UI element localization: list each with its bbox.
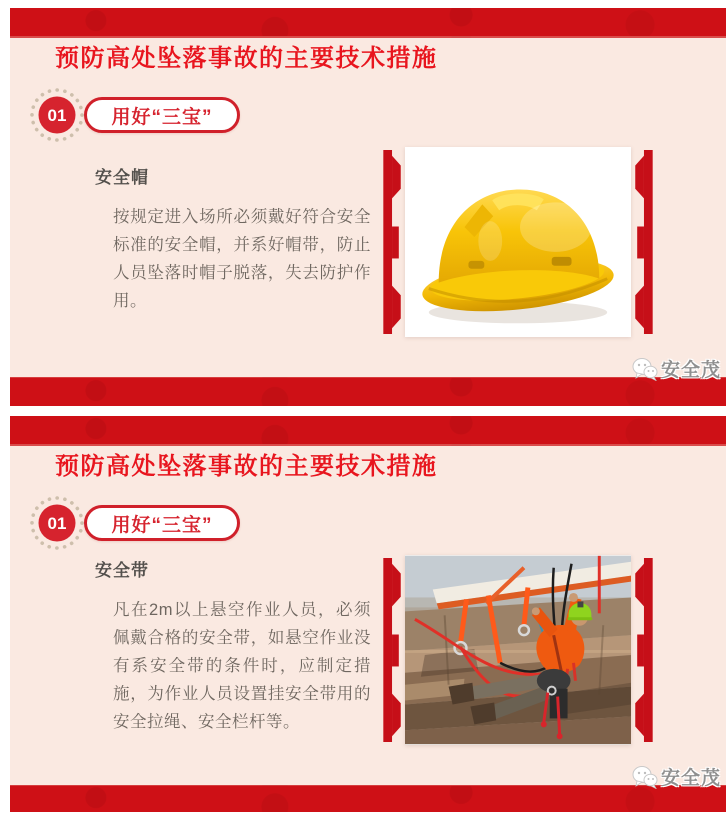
slide-bottom-banner	[10, 377, 726, 406]
content-heading: 安全帽	[95, 168, 149, 187]
wechat-logo-icon	[632, 357, 658, 381]
watermark-label: 安全茂	[660, 360, 721, 381]
step-number: 01	[47, 514, 67, 533]
content-text-block	[95, 163, 401, 315]
slide-title: 预防高处坠落事故的主要技术措施	[55, 453, 438, 480]
slide-safety-harness	[10, 416, 726, 812]
slide-top-banner	[10, 416, 726, 446]
step-row	[28, 86, 240, 144]
frame-bracket-left-icon	[383, 558, 403, 742]
step-number-badge	[28, 86, 86, 144]
harness-worker-illustration	[405, 555, 631, 745]
frame-bracket-right-icon	[633, 150, 653, 334]
photo-area	[383, 147, 653, 337]
step-label: 用好“三宝”	[111, 106, 213, 128]
content-body: 凡在2m以上悬空作业人员，必须佩戴合格的安全带，如悬空作业没有系安全带的条件时，应制定措施，为作业人员设置挂安全带用的安全拉绳、安全栏杆等。	[113, 601, 371, 731]
frame-bracket-left-icon	[383, 150, 403, 334]
hard-hat-photo	[405, 147, 631, 337]
step-label-pill	[84, 97, 240, 133]
step-label: 用好“三宝”	[111, 514, 213, 536]
content-body: 按规定进入场所必须戴好符合安全标准的安全帽，并系好帽带，防止人员坠落时帽子脱落，失去防护作用。	[113, 208, 371, 310]
step-number: 01	[47, 106, 67, 125]
wechat-logo-icon	[632, 765, 658, 789]
step-number-badge	[28, 494, 86, 552]
slide-top-banner	[10, 8, 726, 38]
step-label-pill	[84, 505, 240, 541]
content-text-block	[95, 556, 401, 736]
content-heading: 安全带	[95, 561, 149, 580]
harness-worker-photo	[405, 555, 631, 745]
photo-area	[383, 555, 653, 745]
slide-safety-helmet	[10, 8, 726, 406]
watermark	[632, 355, 721, 382]
watermark-label: 安全茂	[660, 768, 721, 789]
step-row	[28, 494, 240, 552]
frame-bracket-right-icon	[633, 558, 653, 742]
hard-hat-illustration	[405, 147, 631, 337]
slide-bottom-banner	[10, 785, 726, 812]
slide-title: 预防高处坠落事故的主要技术措施	[55, 45, 438, 72]
watermark	[632, 763, 721, 790]
